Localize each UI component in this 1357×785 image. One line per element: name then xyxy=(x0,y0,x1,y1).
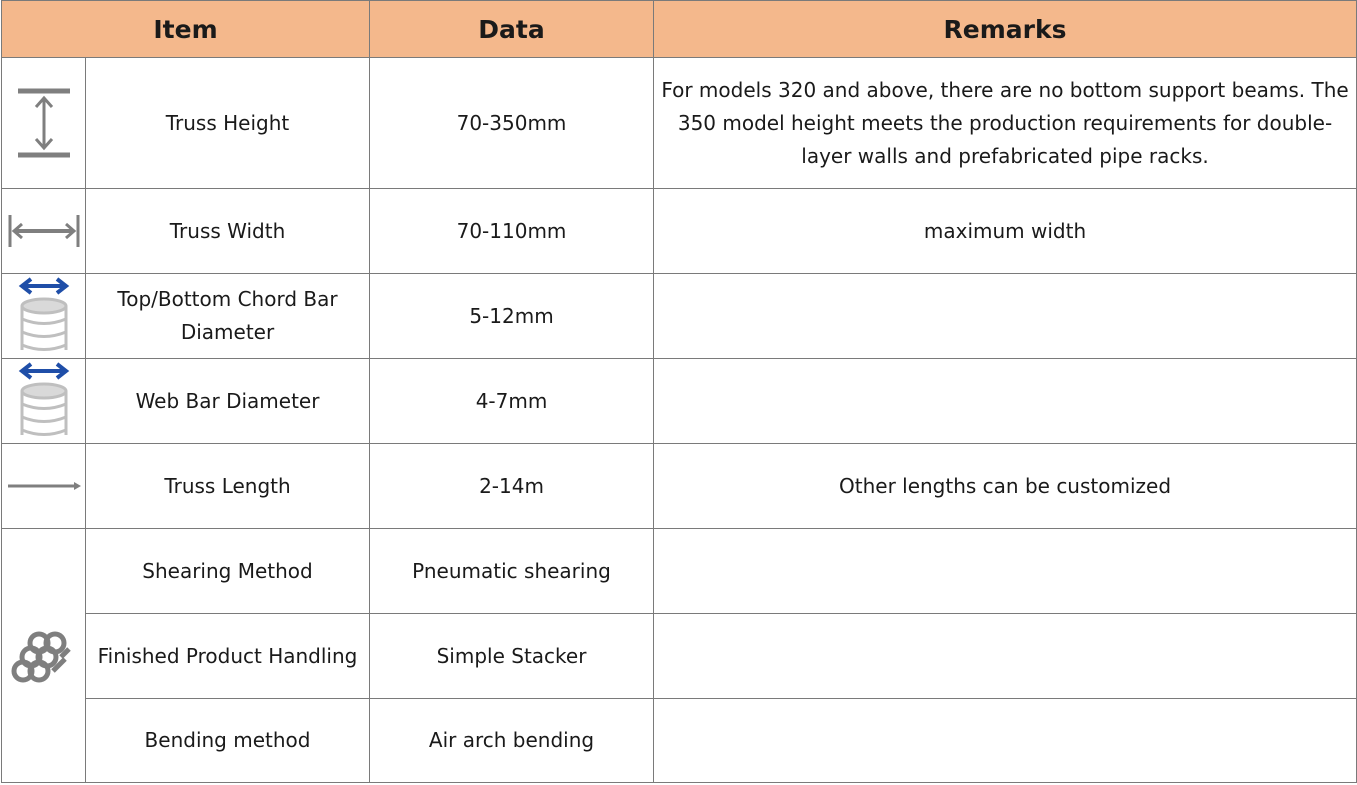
table-row xyxy=(2,274,1357,359)
row-icon-cell xyxy=(2,529,86,783)
row-item: Bending method xyxy=(86,699,370,783)
row-data: 4-7mm xyxy=(370,359,654,444)
row-data: 70-110mm xyxy=(370,189,654,274)
header-data: Data xyxy=(370,1,654,58)
pipe-bundle-icon xyxy=(9,621,79,691)
row-remarks xyxy=(654,274,1357,359)
length-line-icon xyxy=(4,478,84,494)
header-remarks: Remarks xyxy=(654,1,1357,58)
table-row xyxy=(2,359,1357,444)
row-remarks xyxy=(654,699,1357,783)
row-icon-cell xyxy=(2,444,86,529)
row-data: Pneumatic shearing xyxy=(370,529,654,614)
height-arrow-icon xyxy=(12,85,76,161)
row-data: Simple Stacker xyxy=(370,614,654,699)
row-item: Truss Width xyxy=(86,189,370,274)
row-data: 2-14m xyxy=(370,444,654,529)
row-remarks: maximum width xyxy=(654,189,1357,274)
row-data: 70-350mm xyxy=(370,58,654,189)
row-remarks xyxy=(654,359,1357,444)
width-arrow-icon xyxy=(4,211,84,251)
row-data: 5-12mm xyxy=(370,274,654,359)
table-row xyxy=(2,529,1357,614)
row-remarks xyxy=(654,614,1357,699)
table-row xyxy=(2,614,1357,699)
table-header-row xyxy=(2,1,1357,58)
coil-diameter-icon xyxy=(14,361,74,441)
header-item: Item xyxy=(2,1,370,58)
row-item: Truss Length xyxy=(86,444,370,529)
table-row xyxy=(2,699,1357,783)
row-icon-cell xyxy=(2,58,86,189)
row-remarks: Other lengths can be customized xyxy=(654,444,1357,529)
table-row xyxy=(2,58,1357,189)
row-data: Air arch bending xyxy=(370,699,654,783)
table-row xyxy=(2,444,1357,529)
row-icon-cell xyxy=(2,274,86,359)
row-item: Truss Height xyxy=(86,58,370,189)
row-icon-cell xyxy=(2,189,86,274)
row-remarks xyxy=(654,529,1357,614)
row-item: Web Bar Diameter xyxy=(86,359,370,444)
row-item: Top/Bottom Chord Bar Diameter xyxy=(86,274,370,359)
table-row xyxy=(2,189,1357,274)
coil-diameter-icon xyxy=(14,276,74,356)
row-item: Finished Product Handling xyxy=(86,614,370,699)
spec-table xyxy=(1,0,1357,783)
row-item: Shearing Method xyxy=(86,529,370,614)
row-icon-cell xyxy=(2,359,86,444)
row-remarks: For models 320 and above, there are no bottom support beams. The 350 model height meets the production requirements for double-layer walls and prefabricated pipe racks. xyxy=(654,58,1357,189)
